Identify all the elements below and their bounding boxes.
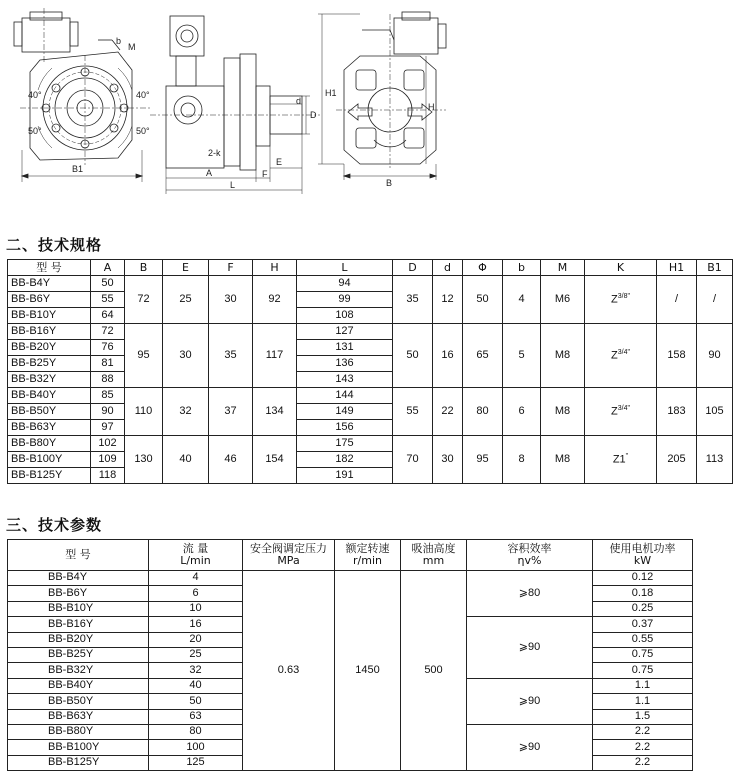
table-row [8,324,733,340]
spec-header-cell: D [393,260,433,276]
thread-spec-cell [585,436,657,484]
perf-header-cell [149,540,243,571]
spec-cell: 97 [91,420,125,436]
header-line: 安全阀调定压力 [250,542,327,556]
spec-header-cell: F [209,260,253,276]
thread-inch-mark: " [627,348,630,356]
perf-header-cell [467,540,593,571]
perf-header-cell [401,540,467,571]
header-unit: ηv% [517,554,542,567]
svg-text:2-k: 2-k [208,148,221,158]
perf-cell: 0.25 [593,601,693,616]
perf-cell: ⩾80 [467,571,593,617]
spec-cell: 182 [297,452,393,468]
spec-cell: 85 [91,388,125,404]
spec-cell: 30 [163,324,209,388]
perf-header-cell [593,540,693,571]
spec-cell: 117 [253,324,297,388]
svg-text:b: b [116,36,122,46]
thread-inch-mark: " [627,404,630,412]
svg-text:M: M [128,42,136,52]
spec-cell: BB-B16Y [8,324,91,340]
svg-text:D: D [310,110,317,120]
rear-view [318,12,446,180]
svg-text:F: F [262,169,268,179]
perf-cell: BB-B20Y [8,632,149,647]
spec-cell: 118 [91,468,125,484]
svg-text:E: E [276,157,283,167]
spec-cell: 99 [297,292,393,308]
spec-cell: 30 [209,276,253,324]
spec-header-cell: B1 [697,260,733,276]
perf-cell: BB-B10Y [8,601,149,616]
perf-cell: 0.75 [593,647,693,662]
thread-base: Z [611,349,618,362]
thread-base: Z [611,293,618,306]
perf-cell: ⩾90 [467,617,593,679]
spec-cell: 90 [697,324,733,388]
thread-spec-cell [585,324,657,388]
perf-cell: 50 [149,694,243,709]
spec-cell: 72 [125,276,163,324]
perf-cell: 0.37 [593,617,693,632]
spec-cell: 70 [393,436,433,484]
spec-cell: 55 [393,388,433,436]
perf-cell: 80 [149,724,243,739]
spec-cell: 80 [463,388,503,436]
spec-cell: BB-B25Y [8,356,91,372]
perf-cell: 0.63 [243,571,335,771]
perf-cell: 0.12 [593,571,693,586]
spec-header-cell: B [125,260,163,276]
spec-cell: 156 [297,420,393,436]
spec-cell: 95 [463,436,503,484]
spec-cell: BB-B20Y [8,340,91,356]
perf-cell: BB-B6Y [8,586,149,601]
spec-cell: 5 [503,324,541,388]
perf-cell: 0.18 [593,586,693,601]
perf-cell: 1.1 [593,678,693,693]
pump-technical-drawing [0,0,699,230]
spec-cell: BB-B6Y [8,292,91,308]
spec-table [7,259,733,484]
spec-header-cell: b [503,260,541,276]
perf-cell: 1.5 [593,709,693,724]
spec-cell: / [657,276,697,324]
header-line: 吸油高度 [411,542,456,556]
svg-text:40°: 40° [28,90,42,100]
header-unit: MPa [277,554,300,567]
spec-cell: 88 [91,372,125,388]
spec-cell: 4 [503,276,541,324]
table-row [8,388,733,404]
rear-view-labels [325,88,435,188]
perf-cell: BB-B80Y [8,724,149,739]
spec-cell: BB-B32Y [8,372,91,388]
spec-cell: 8 [503,436,541,484]
spec-cell: 110 [125,388,163,436]
perf-header-cell [8,540,149,571]
spec-cell: 64 [91,308,125,324]
spec-section-title: 二、技术规格 [6,236,103,254]
spec-cell: M8 [541,324,585,388]
spec-cell: 175 [297,436,393,452]
spec-cell: M6 [541,276,585,324]
spec-cell: 154 [253,436,297,484]
perf-cell: ⩾90 [467,724,593,770]
spec-cell: 105 [697,388,733,436]
svg-text:L: L [230,180,236,190]
spec-cell: 46 [209,436,253,484]
spec-header-cell: Φ [463,260,503,276]
perf-cell: 2.2 [593,740,693,755]
perf-cell: 63 [149,709,243,724]
thread-fraction: 3/4 [617,348,628,356]
thread-base: Z1 [612,453,626,466]
spec-cell: 108 [297,308,393,324]
perf-cell: 16 [149,617,243,632]
spec-cell: 16 [433,324,463,388]
spec-cell: BB-B125Y [8,468,91,484]
perf-section-title: 三、技术参数 [6,516,103,534]
perf-cell: 40 [149,678,243,693]
perf-cell: 2.2 [593,755,693,770]
side-view-labels [206,96,317,190]
perf-cell: 10 [149,601,243,616]
spec-cell: 134 [253,388,297,436]
spec-cell: 131 [297,340,393,356]
spec-cell: 149 [297,404,393,420]
spec-cell: 6 [503,388,541,436]
spec-cell: 22 [433,388,463,436]
spec-cell: 32 [163,388,209,436]
thread-inch-mark: " [627,292,630,300]
spec-cell: 109 [91,452,125,468]
header-line: 使用电机功率 [609,542,676,556]
spec-cell: 95 [125,324,163,388]
perf-cell: 20 [149,632,243,647]
perf-cell: BB-B4Y [8,571,149,586]
spec-header-cell: K [585,260,657,276]
svg-text:50°: 50° [136,126,150,136]
svg-text:B1: B1 [72,164,84,174]
header-line: 型 号 [65,548,91,562]
spec-cell: 50 [393,324,433,388]
spec-cell: 191 [297,468,393,484]
spec-cell: 136 [297,356,393,372]
spec-cell: 55 [91,292,125,308]
spec-cell: 50 [91,276,125,292]
spec-cell: BB-B100Y [8,452,91,468]
spec-header-cell: H [253,260,297,276]
spec-cell: 183 [657,388,697,436]
spec-cell: 90 [91,404,125,420]
spec-cell: 158 [657,324,697,388]
table-row [8,276,733,292]
perf-cell: 32 [149,663,243,678]
svg-text:d: d [296,96,302,106]
spec-cell: 25 [163,276,209,324]
thread-base: Z [611,405,618,418]
spec-cell: 40 [163,436,209,484]
svg-text:B: B [386,178,393,188]
spec-header-cell: 型 号 [8,260,91,276]
perf-header-cell [243,540,335,571]
table-row [8,571,693,586]
spec-header-cell: E [163,260,209,276]
perf-cell: BB-B32Y [8,663,149,678]
spec-cell: 37 [209,388,253,436]
svg-text:H: H [428,102,435,112]
perf-cell: 1450 [335,571,401,771]
spec-cell: 130 [125,436,163,484]
spec-cell: BB-B40Y [8,388,91,404]
perf-header-row [8,540,693,571]
perf-cell: BB-B100Y [8,740,149,755]
perf-table [7,539,693,771]
perf-cell: ⩾90 [467,678,593,724]
perf-cell: 4 [149,571,243,586]
perf-cell: 500 [401,571,467,771]
perf-cell: BB-B40Y [8,678,149,693]
perf-cell: BB-B125Y [8,755,149,770]
perf-cell: 125 [149,755,243,770]
thread-fraction: 3/4 [617,404,628,412]
spec-cell: 76 [91,340,125,356]
perf-cell: BB-B50Y [8,694,149,709]
perf-cell: 100 [149,740,243,755]
spec-cell: 35 [209,324,253,388]
spec-header-cell: H1 [657,260,697,276]
svg-text:A: A [206,168,213,178]
table-row [8,436,733,452]
perf-cell: BB-B63Y [8,709,149,724]
perf-cell: 0.75 [593,663,693,678]
spec-header-cell: M [541,260,585,276]
spec-cell: 35 [393,276,433,324]
spec-cell: BB-B50Y [8,404,91,420]
spec-cell: 144 [297,388,393,404]
svg-text:H1: H1 [325,88,337,98]
perf-header-cell [335,540,401,571]
spec-cell: 50 [463,276,503,324]
spec-cell: BB-B4Y [8,276,91,292]
spec-cell: BB-B80Y [8,436,91,452]
spec-cell: 72 [91,324,125,340]
perf-cell: 6 [149,586,243,601]
side-view [150,16,320,194]
spec-cell: 143 [297,372,393,388]
spec-header-row [8,260,733,276]
spec-cell: M8 [541,436,585,484]
spec-cell: 94 [297,276,393,292]
spec-cell: BB-B63Y [8,420,91,436]
spec-cell: 102 [91,436,125,452]
spec-cell: 81 [91,356,125,372]
header-line: 额定转速 [345,542,390,556]
header-line: 流 量 [182,542,209,556]
spec-cell: 113 [697,436,733,484]
spec-cell: / [697,276,733,324]
spec-cell: 127 [297,324,393,340]
header-unit: L/min [180,554,211,567]
spec-header-cell: A [91,260,125,276]
perf-cell: BB-B16Y [8,617,149,632]
thread-fraction: 3/8 [617,292,628,300]
perf-cell: 2.2 [593,724,693,739]
spec-cell: 205 [657,436,697,484]
spec-cell: M8 [541,388,585,436]
svg-text:50°: 50° [28,126,42,136]
spec-cell: BB-B10Y [8,308,91,324]
spec-header-cell: L [297,260,393,276]
header-line: 容积效率 [507,542,552,556]
perf-cell: 25 [149,647,243,662]
header-unit: kW [633,554,652,567]
spec-cell: 30 [433,436,463,484]
thread-inch-mark: " [625,452,629,460]
spec-header-cell: d [433,260,463,276]
thread-spec-cell [585,276,657,324]
perf-cell: 1.1 [593,694,693,709]
thread-spec-cell [585,388,657,436]
spec-cell: 92 [253,276,297,324]
perf-cell: 0.55 [593,632,693,647]
spec-cell: 65 [463,324,503,388]
header-unit: r/min [353,554,382,567]
header-unit: mm [422,554,445,567]
perf-cell: BB-B25Y [8,647,149,662]
spec-cell: 12 [433,276,463,324]
svg-text:40°: 40° [136,90,150,100]
